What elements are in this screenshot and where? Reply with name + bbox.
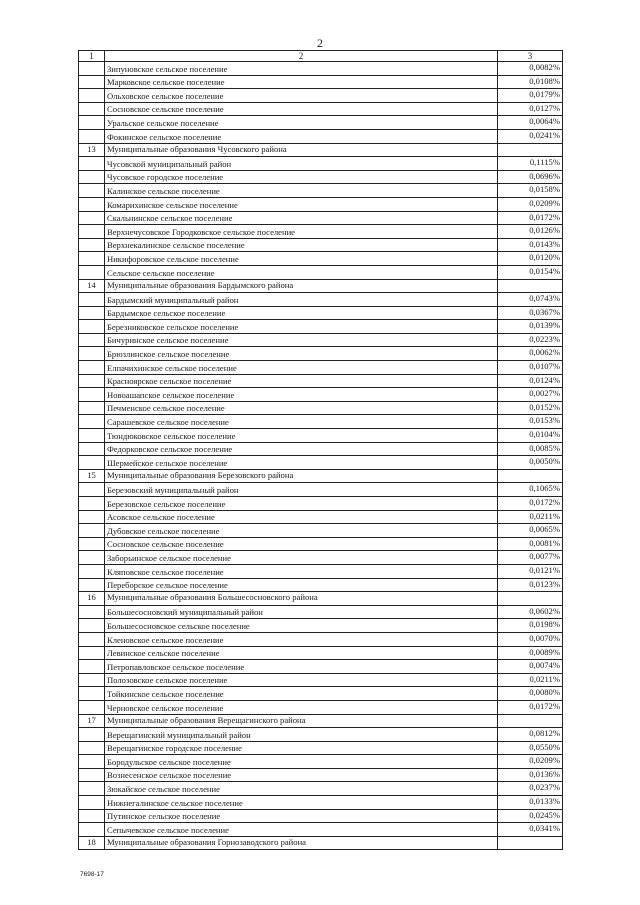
row-share: 0,0245% <box>498 809 563 823</box>
row-number <box>79 537 105 551</box>
row-name: Заборьинское сельское поселение <box>105 551 498 565</box>
table-row <box>79 197 563 211</box>
row-name: Верещагинское городское поселение <box>105 741 498 755</box>
row-share: 0,0120% <box>498 252 563 266</box>
row-name: Ольховское сельское поселение <box>105 89 498 103</box>
row-share: 0,0027% <box>498 388 563 402</box>
page-number: 2 <box>317 36 323 50</box>
row-number <box>79 252 105 266</box>
row-name: Верхнечусовское Городковское сельское поселение <box>105 225 498 239</box>
row-number <box>79 632 105 646</box>
row-share: 0,0172% <box>498 700 563 714</box>
row-number <box>79 361 105 375</box>
row-number <box>79 374 105 388</box>
table-row <box>79 537 563 551</box>
table-row <box>79 320 563 334</box>
table-row <box>79 75 563 89</box>
row-number <box>79 211 105 225</box>
row-name: Муниципальные образования Горнозаводского района <box>105 836 498 850</box>
row-share: 0,1065% <box>498 483 563 497</box>
row-name: Тюндюковское сельское поселение <box>105 429 498 443</box>
row-name: Кленовское сельское поселение <box>105 632 498 646</box>
row-name: Уральское сельское поселение <box>105 116 498 130</box>
row-share: 0,0223% <box>498 333 563 347</box>
table-row <box>79 823 563 837</box>
row-share: 0,0209% <box>498 755 563 769</box>
row-number <box>79 551 105 565</box>
row-number <box>79 347 105 361</box>
table-row <box>79 728 563 742</box>
row-share: 0,0123% <box>498 578 563 592</box>
row-number <box>79 673 105 687</box>
table-row <box>79 673 563 687</box>
row-share: 0,0081% <box>498 537 563 551</box>
row-name: Сарашевское сельское поселение <box>105 415 498 429</box>
table-row <box>79 700 563 714</box>
table-row <box>79 157 563 171</box>
table-row <box>79 578 563 592</box>
row-share: 0,0136% <box>498 768 563 782</box>
row-share: 0,0107% <box>498 361 563 375</box>
row-name: Вознесенское сельское поселение <box>105 768 498 782</box>
table-row <box>79 116 563 130</box>
row-number <box>79 796 105 810</box>
row-name: Брюзлинское сельское поселение <box>105 347 498 361</box>
table-row <box>79 170 563 184</box>
row-name: Комарихинское сельское поселение <box>105 197 498 211</box>
table-row <box>79 374 563 388</box>
table-row <box>79 605 563 619</box>
row-name: Чусовской муниципальный район <box>105 157 498 171</box>
table-row <box>79 306 563 320</box>
row-number <box>79 456 105 470</box>
row-name: Путинское сельское поселение <box>105 809 498 823</box>
row-name: Тойкинское сельское поселение <box>105 687 498 701</box>
row-share: 0,0074% <box>498 660 563 674</box>
row-name: Шермейское сельское поселение <box>105 456 498 470</box>
row-number <box>79 768 105 782</box>
table-row <box>79 632 563 646</box>
row-share: 0,0241% <box>498 129 563 143</box>
row-share: 0,0341% <box>498 823 563 837</box>
row-name: Новоашапское сельское поселение <box>105 388 498 402</box>
row-number <box>79 483 105 497</box>
row-name: Сосновское сельское поселение <box>105 102 498 116</box>
row-name: Большесосновский муниципальный район <box>105 605 498 619</box>
row-number <box>79 401 105 415</box>
row-name: Переборское сельское поселение <box>105 578 498 592</box>
row-number <box>79 728 105 742</box>
row-name: Федорковское сельское поселение <box>105 442 498 456</box>
row-name: Бородульское сельское поселение <box>105 755 498 769</box>
table-group-row <box>79 592 563 606</box>
row-name: Печменское сельское поселение <box>105 401 498 415</box>
row-share: 0,0070% <box>498 632 563 646</box>
row-name: Березниковское сельское поселение <box>105 320 498 334</box>
row-number <box>79 102 105 116</box>
row-number <box>79 184 105 198</box>
row-name: Марковское сельское поселение <box>105 75 498 89</box>
row-number <box>79 238 105 252</box>
row-number <box>79 333 105 347</box>
row-name: Бардымский муниципальный район <box>105 293 498 307</box>
row-number <box>79 605 105 619</box>
row-share <box>498 279 563 293</box>
row-share: 0,0062% <box>498 347 563 361</box>
row-number <box>79 782 105 796</box>
table-row <box>79 809 563 823</box>
table-row <box>79 768 563 782</box>
row-number <box>79 429 105 443</box>
row-number: 16 <box>79 592 105 606</box>
row-number <box>79 62 105 76</box>
row-number <box>79 646 105 660</box>
table-row <box>79 333 563 347</box>
table-row <box>79 429 563 443</box>
table-row <box>79 225 563 239</box>
row-number <box>79 687 105 701</box>
row-number <box>79 225 105 239</box>
table-row <box>79 62 563 76</box>
row-number <box>79 89 105 103</box>
row-share: 0,0139% <box>498 320 563 334</box>
row-share: 0,0696% <box>498 170 563 184</box>
table-row <box>79 551 563 565</box>
table-row <box>79 497 563 511</box>
row-name: Муниципальные образования Бардымского района <box>105 279 498 293</box>
row-share: 0,0153% <box>498 415 563 429</box>
table-group-row <box>79 469 563 483</box>
table-row <box>79 755 563 769</box>
row-share: 0,0172% <box>498 497 563 511</box>
row-share: 0,0108% <box>498 75 563 89</box>
table-row <box>79 102 563 116</box>
row-name: Чусовское городское поселение <box>105 170 498 184</box>
table-group-row <box>79 279 563 293</box>
row-name: Скальнинское сельское поселение <box>105 211 498 225</box>
row-share: 0,0743% <box>498 293 563 307</box>
row-share: 0,0602% <box>498 605 563 619</box>
row-share: 0,0367% <box>498 306 563 320</box>
row-share <box>498 836 563 850</box>
row-name: Калинское сельское поселение <box>105 184 498 198</box>
row-name: Нижнегалинское сельское поселение <box>105 796 498 810</box>
row-name: Сосновское сельское поселение <box>105 537 498 551</box>
row-name: Березовский муниципальный район <box>105 483 498 497</box>
table-row <box>79 265 563 279</box>
row-share: 0,0550% <box>498 741 563 755</box>
row-number <box>79 157 105 171</box>
table-row <box>79 456 563 470</box>
row-share: 0,0209% <box>498 197 563 211</box>
row-name: Асовское сельское поселение <box>105 510 498 524</box>
row-name: Бардымское сельское поселение <box>105 306 498 320</box>
row-name: Сельское сельское поселение <box>105 265 498 279</box>
row-number <box>79 197 105 211</box>
row-number <box>79 510 105 524</box>
table-row <box>79 388 563 402</box>
row-share: 0,0050% <box>498 456 563 470</box>
table-row <box>79 660 563 674</box>
table-row <box>79 524 563 538</box>
row-name: Кляповское сельское поселение <box>105 564 498 578</box>
row-number <box>79 293 105 307</box>
row-name: Дубовское сельское поселение <box>105 524 498 538</box>
document-code: 7698-17 <box>80 871 104 878</box>
row-share: 0,0237% <box>498 782 563 796</box>
table-row <box>79 238 563 252</box>
row-share: 0,0077% <box>498 551 563 565</box>
row-name: Муниципальные образования Верещагинского района <box>105 714 498 728</box>
row-share: 0,0172% <box>498 211 563 225</box>
row-number <box>79 619 105 633</box>
row-number <box>79 755 105 769</box>
table-row <box>79 442 563 456</box>
table-row <box>79 782 563 796</box>
row-number: 17 <box>79 714 105 728</box>
row-name: Никифоровское сельское поселение <box>105 252 498 266</box>
row-share: 0,0179% <box>498 89 563 103</box>
row-share: 0,0104% <box>498 429 563 443</box>
row-name: Черновское сельское поселение <box>105 700 498 714</box>
row-number <box>79 442 105 456</box>
row-share: 0,0812% <box>498 728 563 742</box>
table-row <box>79 415 563 429</box>
row-share: 0,0152% <box>498 401 563 415</box>
row-name: Муниципальные образования Большесосновского района <box>105 592 498 606</box>
row-share: 0,0082% <box>498 62 563 76</box>
row-share <box>498 469 563 483</box>
row-number <box>79 320 105 334</box>
row-share: 0,0124% <box>498 374 563 388</box>
row-share: 0,0065% <box>498 524 563 538</box>
table-row <box>79 211 563 225</box>
row-share: 0,0211% <box>498 673 563 687</box>
header-col-3: 3 <box>498 51 563 62</box>
table-row <box>79 687 563 701</box>
row-number: 14 <box>79 279 105 293</box>
row-share: 0,0198% <box>498 619 563 633</box>
row-share: 0,0064% <box>498 116 563 130</box>
row-share <box>498 592 563 606</box>
table-row <box>79 646 563 660</box>
row-share: 0,1115% <box>498 157 563 171</box>
row-number <box>79 578 105 592</box>
row-share: 0,0121% <box>498 564 563 578</box>
row-name: Полозовское сельское поселение <box>105 673 498 687</box>
row-share: 0,0154% <box>498 265 563 279</box>
table-row <box>79 796 563 810</box>
table-row <box>79 741 563 755</box>
table-row <box>79 252 563 266</box>
row-number <box>79 660 105 674</box>
row-number <box>79 823 105 837</box>
table-row <box>79 619 563 633</box>
row-number <box>79 265 105 279</box>
row-number <box>79 564 105 578</box>
row-name: Большесосновское сельское поселение <box>105 619 498 633</box>
row-share: 0,0080% <box>498 687 563 701</box>
row-name: Верхнекалинское сельское поселение <box>105 238 498 252</box>
table-row <box>79 184 563 198</box>
row-name: Верещагинский муниципальный район <box>105 728 498 742</box>
row-number <box>79 809 105 823</box>
table-group-row <box>79 143 563 157</box>
table-row <box>79 361 563 375</box>
distribution-table <box>78 50 563 850</box>
row-number <box>79 741 105 755</box>
row-name: Петропавловское сельское поселение <box>105 660 498 674</box>
row-name: Зюкайское сельское поселение <box>105 782 498 796</box>
table-group-row <box>79 714 563 728</box>
row-number <box>79 306 105 320</box>
row-number <box>79 388 105 402</box>
row-number: 13 <box>79 143 105 157</box>
row-share: 0,0133% <box>498 796 563 810</box>
row-name: Березовское сельское поселение <box>105 497 498 511</box>
table-row <box>79 347 563 361</box>
row-share: 0,0089% <box>498 646 563 660</box>
table-row <box>79 129 563 143</box>
row-share: 0,0158% <box>498 184 563 198</box>
row-number <box>79 75 105 89</box>
header-col-2: 2 <box>105 51 498 62</box>
row-share: 0,0127% <box>498 102 563 116</box>
row-name: Зипуновское сельское поселение <box>105 62 498 76</box>
row-share: 0,0085% <box>498 442 563 456</box>
row-number <box>79 700 105 714</box>
row-name: Елпачихинское сельское поселение <box>105 361 498 375</box>
row-name: Левинское сельское поселение <box>105 646 498 660</box>
row-share <box>498 714 563 728</box>
table-row <box>79 483 563 497</box>
table-row <box>79 401 563 415</box>
row-name: Бичуринское сельское поселение <box>105 333 498 347</box>
row-share <box>498 143 563 157</box>
row-number: 15 <box>79 469 105 483</box>
table-row <box>79 89 563 103</box>
row-number <box>79 524 105 538</box>
table-row <box>79 293 563 307</box>
row-name: Муниципальные образования Чусовского района <box>105 143 498 157</box>
row-name: Муниципальные образования Березовского района <box>105 469 498 483</box>
row-number <box>79 497 105 511</box>
row-number <box>79 415 105 429</box>
row-share: 0,0143% <box>498 238 563 252</box>
table-group-row <box>79 836 563 850</box>
row-number <box>79 129 105 143</box>
table-row <box>79 564 563 578</box>
header-col-1: 1 <box>79 51 105 62</box>
row-number: 18 <box>79 836 105 850</box>
row-name: Фокинское сельское поселение <box>105 129 498 143</box>
table-row <box>79 510 563 524</box>
row-share: 0,0126% <box>498 225 563 239</box>
row-share: 0,0211% <box>498 510 563 524</box>
row-name: Красноярское сельское поселение <box>105 374 498 388</box>
row-number <box>79 170 105 184</box>
row-name: Сепычевское сельское поселение <box>105 823 498 837</box>
table-header-row <box>79 51 563 62</box>
row-number <box>79 116 105 130</box>
